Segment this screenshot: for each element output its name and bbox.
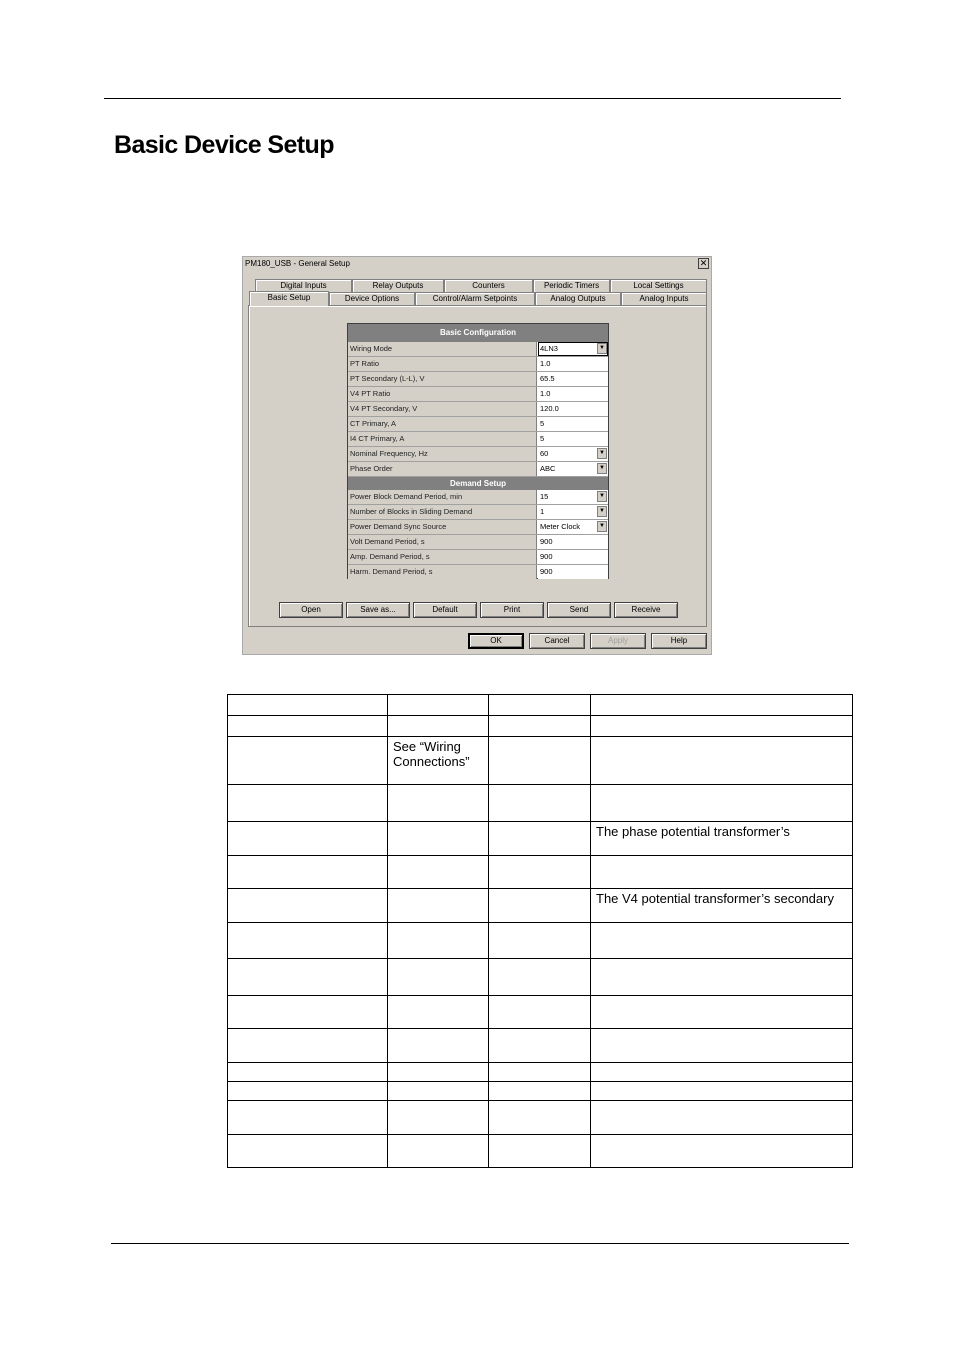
dialog-title: PM180_USB - General Setup bbox=[245, 259, 350, 268]
tab-relay-outputs[interactable]: Relay Outputs bbox=[352, 279, 444, 292]
table-cell bbox=[388, 996, 489, 1029]
grid-row[interactable] bbox=[348, 372, 608, 387]
table-cell bbox=[591, 1063, 853, 1082]
wiring-mode-label: Wiring Mode bbox=[348, 342, 537, 356]
volt-demand-label: Volt Demand Period, s bbox=[348, 535, 537, 549]
table-cell bbox=[228, 959, 388, 996]
demand-sync-source-label: Power Demand Sync Source bbox=[348, 520, 537, 534]
table-cell bbox=[228, 716, 388, 737]
table-cell: The V4 potential transformer’s secondary bbox=[591, 889, 853, 923]
tab-periodic-timers[interactable]: Periodic Timers bbox=[533, 279, 610, 292]
table-cell bbox=[228, 822, 388, 856]
power-block-demand-value: 15 bbox=[540, 492, 549, 501]
sliding-blocks-value: 1 bbox=[540, 507, 545, 516]
table-row bbox=[228, 1135, 853, 1168]
table-cell bbox=[228, 1029, 388, 1063]
v4-pt-ratio-label: V4 PT Ratio bbox=[348, 387, 537, 401]
amp-demand-label: Amp. Demand Period, s bbox=[348, 550, 537, 564]
table-cell bbox=[489, 959, 591, 996]
chevron-down-icon[interactable]: ▼ bbox=[597, 448, 607, 459]
table-cell bbox=[591, 1135, 853, 1168]
help-button[interactable]: Help bbox=[651, 633, 707, 649]
dialog-titlebar[interactable] bbox=[243, 257, 711, 271]
harm-demand-label: Harm. Demand Period, s bbox=[348, 565, 537, 579]
grid-row[interactable] bbox=[348, 447, 608, 462]
table-cell bbox=[489, 856, 591, 889]
tab-basic-setup[interactable]: Basic Setup bbox=[249, 291, 329, 306]
table-row bbox=[228, 1029, 853, 1063]
pt-secondary-field[interactable]: 65.5 bbox=[538, 372, 608, 386]
grid-row[interactable] bbox=[348, 342, 608, 357]
power-block-demand-select[interactable] bbox=[538, 490, 608, 504]
table-cell bbox=[489, 1135, 591, 1168]
table-cell bbox=[228, 1082, 388, 1101]
table-cell bbox=[228, 785, 388, 822]
table-cell bbox=[591, 923, 853, 959]
table-row bbox=[228, 959, 853, 996]
grid-row[interactable] bbox=[348, 490, 608, 505]
table-cell bbox=[388, 785, 489, 822]
table-row bbox=[228, 1063, 853, 1082]
v4-pt-ratio-field[interactable]: 1.0 bbox=[538, 387, 608, 401]
nominal-frequency-value: 60 bbox=[540, 449, 549, 458]
close-icon[interactable]: ✕ bbox=[699, 258, 708, 268]
page-title: Basic Device Setup bbox=[114, 131, 334, 159]
amp-demand-field[interactable]: 900 bbox=[538, 550, 608, 564]
phase-order-value: ABC bbox=[540, 464, 556, 473]
table-cell bbox=[388, 822, 489, 856]
default-button[interactable]: Default bbox=[413, 602, 477, 618]
tab-analog-outputs[interactable]: Analog Outputs bbox=[535, 292, 621, 305]
table-cell bbox=[228, 1101, 388, 1135]
table-cell bbox=[388, 716, 489, 737]
i4-ct-primary-field[interactable]: 5 bbox=[538, 432, 608, 446]
chevron-down-icon[interactable]: ▼ bbox=[597, 506, 607, 517]
basic-configuration-header: Basic Configuration bbox=[348, 324, 608, 342]
table-cell bbox=[489, 1063, 591, 1082]
parameter-table bbox=[227, 694, 853, 1168]
wiring-mode-select[interactable] bbox=[538, 342, 608, 356]
ct-primary-field[interactable]: 5 bbox=[538, 417, 608, 431]
v4-pt-secondary-label: V4 PT Secondary, V bbox=[348, 402, 537, 416]
demand-sync-source-value: Meter Clock bbox=[540, 522, 581, 531]
table-cell: The phase potential transformer’s bbox=[591, 822, 853, 856]
apply-button[interactable]: Apply bbox=[590, 633, 646, 649]
table-cell: See “Wiring Connections” bbox=[388, 737, 489, 785]
header-rule bbox=[104, 98, 841, 99]
tab-control-alarm-setpoints[interactable]: Control/Alarm Setpoints bbox=[415, 292, 535, 305]
table-cell bbox=[489, 716, 591, 737]
harm-demand-field[interactable]: 900 bbox=[538, 565, 608, 579]
volt-demand-field[interactable]: 900 bbox=[538, 535, 608, 549]
table-cell bbox=[591, 996, 853, 1029]
table-row bbox=[228, 716, 853, 737]
grid-row[interactable] bbox=[348, 505, 608, 520]
sliding-blocks-label: Number of Blocks in Sliding Demand bbox=[348, 505, 537, 519]
wiring-mode-value: 4LN3 bbox=[540, 344, 558, 353]
grid-row[interactable] bbox=[348, 357, 608, 372]
table-cell bbox=[228, 996, 388, 1029]
table-cell bbox=[228, 737, 388, 785]
table-cell bbox=[388, 1101, 489, 1135]
table-cell bbox=[489, 923, 591, 959]
power-block-demand-label: Power Block Demand Period, min bbox=[348, 490, 537, 504]
tab-analog-inputs[interactable]: Analog Inputs bbox=[621, 292, 707, 305]
table-row bbox=[228, 889, 853, 923]
table-cell bbox=[591, 959, 853, 996]
table-cell bbox=[489, 1029, 591, 1063]
pt-secondary-label: PT Secondary (L-L), V bbox=[348, 372, 537, 386]
table-row bbox=[228, 737, 853, 785]
grid-row[interactable] bbox=[348, 432, 608, 447]
phase-order-label: Phase Order bbox=[348, 462, 537, 476]
table-cell bbox=[489, 996, 591, 1029]
chevron-down-icon[interactable]: ▼ bbox=[597, 463, 607, 474]
table-cell bbox=[228, 889, 388, 923]
table-row bbox=[228, 822, 853, 856]
table-cell bbox=[388, 959, 489, 996]
table-cell bbox=[489, 695, 591, 716]
pt-ratio-label: PT Ratio bbox=[348, 357, 537, 371]
print-button[interactable]: Print bbox=[480, 602, 544, 618]
phase-order-select[interactable] bbox=[538, 462, 608, 476]
sliding-blocks-select[interactable] bbox=[538, 505, 608, 519]
table-cell bbox=[591, 856, 853, 889]
ok-button[interactable]: OK bbox=[468, 633, 524, 649]
table-cell bbox=[388, 889, 489, 923]
chevron-down-icon[interactable]: ▼ bbox=[597, 491, 607, 502]
table-cell bbox=[591, 1101, 853, 1135]
table-cell bbox=[489, 1082, 591, 1101]
v4-pt-secondary-field[interactable]: 120.0 bbox=[538, 402, 608, 416]
table-cell bbox=[388, 923, 489, 959]
grid-row[interactable] bbox=[348, 520, 608, 535]
nominal-frequency-select[interactable] bbox=[538, 447, 608, 461]
footer-rule bbox=[111, 1243, 849, 1244]
table-row bbox=[228, 1101, 853, 1135]
table-row bbox=[228, 695, 853, 716]
demand-sync-source-select[interactable] bbox=[538, 520, 608, 534]
grid-row[interactable] bbox=[348, 550, 608, 565]
chevron-down-icon[interactable]: ▼ bbox=[597, 343, 607, 354]
grid-row[interactable] bbox=[348, 417, 608, 432]
table-cell bbox=[591, 785, 853, 822]
tab-device-options[interactable]: Device Options bbox=[329, 292, 415, 305]
basic-setup-panel bbox=[248, 305, 707, 627]
table-cell bbox=[591, 737, 853, 785]
table-row bbox=[228, 923, 853, 959]
cancel-button[interactable]: Cancel bbox=[529, 633, 585, 649]
table-row bbox=[228, 856, 853, 889]
chevron-down-icon[interactable]: ▼ bbox=[597, 521, 607, 532]
tab-local-settings[interactable]: Local Settings bbox=[610, 279, 707, 292]
table-cell bbox=[489, 889, 591, 923]
nominal-frequency-label: Nominal Frequency, Hz bbox=[348, 447, 537, 461]
table-row bbox=[228, 1082, 853, 1101]
table-cell bbox=[591, 1029, 853, 1063]
table-cell bbox=[228, 923, 388, 959]
table-cell bbox=[228, 856, 388, 889]
ct-primary-label: CT Primary, A bbox=[348, 417, 537, 431]
save-as-button[interactable]: Save as... bbox=[346, 602, 410, 618]
receive-button[interactable]: Receive bbox=[614, 602, 678, 618]
grid-row[interactable] bbox=[348, 402, 608, 417]
table-cell bbox=[489, 737, 591, 785]
grid-row[interactable] bbox=[348, 387, 608, 402]
open-button[interactable]: Open bbox=[279, 602, 343, 618]
table-cell bbox=[388, 1135, 489, 1168]
table-cell bbox=[489, 1101, 591, 1135]
table-cell bbox=[228, 1063, 388, 1082]
pt-ratio-field[interactable]: 1.0 bbox=[538, 357, 608, 371]
tab-counters[interactable]: Counters bbox=[444, 279, 533, 292]
table-cell bbox=[591, 716, 853, 737]
table-cell bbox=[388, 1029, 489, 1063]
demand-setup-header: Demand Setup bbox=[348, 477, 608, 490]
grid-row[interactable] bbox=[348, 535, 608, 550]
general-setup-dialog bbox=[242, 256, 712, 655]
settings-grid bbox=[347, 323, 609, 579]
table-cell bbox=[591, 1082, 853, 1101]
grid-row[interactable] bbox=[348, 565, 608, 580]
send-button[interactable]: Send bbox=[547, 602, 611, 618]
table-cell bbox=[228, 1135, 388, 1168]
table-cell bbox=[228, 695, 388, 716]
table-cell bbox=[388, 856, 489, 889]
table-cell bbox=[388, 695, 489, 716]
table-cell bbox=[388, 1063, 489, 1082]
table-row bbox=[228, 996, 853, 1029]
tab-digital-inputs[interactable]: Digital Inputs bbox=[255, 279, 352, 292]
table-cell bbox=[591, 695, 853, 716]
table-cell bbox=[489, 785, 591, 822]
grid-row[interactable] bbox=[348, 462, 608, 477]
table-cell bbox=[489, 822, 591, 856]
table-cell bbox=[388, 1082, 489, 1101]
i4-ct-primary-label: I4 CT Primary, A bbox=[348, 432, 537, 446]
table-row bbox=[228, 785, 853, 822]
